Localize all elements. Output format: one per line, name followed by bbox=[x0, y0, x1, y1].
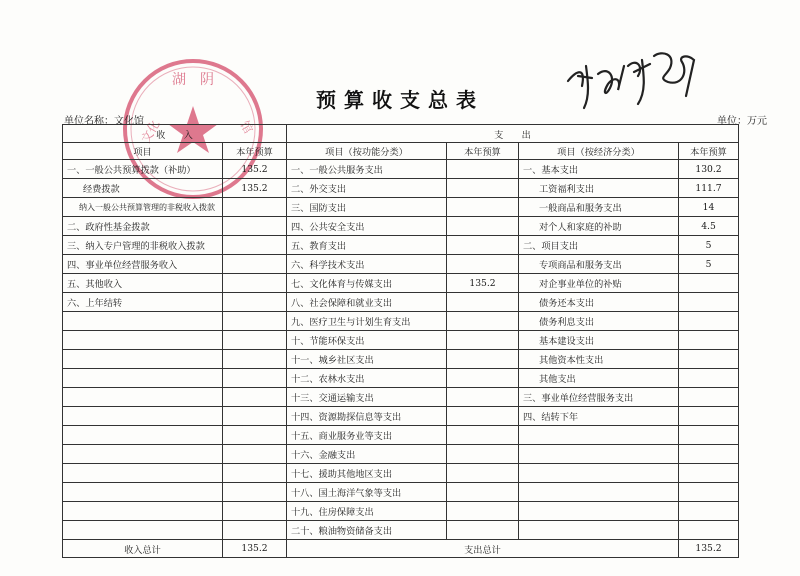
econ-budget-cell bbox=[679, 407, 739, 426]
econ-budget-cell: 5 bbox=[679, 236, 739, 255]
income-budget-cell bbox=[223, 255, 287, 274]
table-row bbox=[63, 331, 739, 350]
func-budget-cell bbox=[447, 426, 519, 445]
func-budget-cell bbox=[447, 464, 519, 483]
income-budget-cell bbox=[223, 293, 287, 312]
income-budget-cell bbox=[223, 274, 287, 293]
income-item-cell bbox=[63, 426, 223, 445]
expense-total-value: 135.2 bbox=[679, 540, 739, 558]
income-budget-cell bbox=[223, 407, 287, 426]
income-item-cell bbox=[63, 369, 223, 388]
func-item-cell: 十六、金融支出 bbox=[287, 445, 447, 464]
func-item-cell: 九、医疗卫生与计划生育支出 bbox=[287, 312, 447, 331]
econ-item-cell: 三、事业单位经营服务支出 bbox=[519, 388, 679, 407]
econ-item-header: 项目（按经济分类） bbox=[519, 143, 679, 160]
table-row bbox=[63, 388, 739, 407]
func-item-cell: 十五、商业服务业等支出 bbox=[287, 426, 447, 445]
table-body bbox=[63, 160, 739, 540]
table-row bbox=[63, 464, 739, 483]
func-item-cell: 四、公共安全支出 bbox=[287, 217, 447, 236]
func-budget-cell bbox=[447, 445, 519, 464]
econ-item-cell bbox=[519, 483, 679, 502]
func-budget-cell bbox=[447, 312, 519, 331]
func-item-cell: 二十、粮油物资储备支出 bbox=[287, 521, 447, 540]
func-budget-cell bbox=[447, 483, 519, 502]
table-row bbox=[63, 502, 739, 521]
income-budget-cell bbox=[223, 388, 287, 407]
econ-item-cell: 四、结转下年 bbox=[519, 407, 679, 426]
income-item-cell: 五、其他收入 bbox=[63, 274, 223, 293]
econ-budget-cell: 14 bbox=[679, 198, 739, 217]
econ-item-cell bbox=[519, 426, 679, 445]
econ-item-cell bbox=[519, 464, 679, 483]
econ-budget-cell: 111.7 bbox=[679, 179, 739, 198]
func-item-cell: 十四、资源勘探信息等支出 bbox=[287, 407, 447, 426]
func-budget-cell bbox=[447, 502, 519, 521]
func-item-cell: 八、社会保障和就业支出 bbox=[287, 293, 447, 312]
func-budget-cell bbox=[447, 388, 519, 407]
income-item-cell bbox=[63, 445, 223, 464]
expense-header: 支 出 bbox=[287, 125, 739, 143]
table-row bbox=[63, 217, 739, 236]
income-budget-cell: 135.2 bbox=[223, 179, 287, 198]
income-item-cell bbox=[63, 502, 223, 521]
totals-row bbox=[63, 540, 739, 558]
func-budget-cell bbox=[447, 521, 519, 540]
table-row bbox=[63, 179, 739, 198]
econ-item-cell bbox=[519, 445, 679, 464]
unit-label: 单位：万元 bbox=[717, 116, 767, 127]
income-budget-cell bbox=[223, 369, 287, 388]
income-budget-cell bbox=[223, 445, 287, 464]
func-budget-header: 本年预算 bbox=[447, 143, 519, 160]
income-header: 收 入 bbox=[63, 125, 287, 143]
page-title: 预算收支总表 bbox=[316, 88, 484, 112]
func-budget-cell bbox=[447, 369, 519, 388]
income-item-cell: 二、政府性基金拨款 bbox=[63, 217, 223, 236]
income-item-cell bbox=[63, 483, 223, 502]
table-row bbox=[63, 445, 739, 464]
func-item-header: 项目（按功能分类） bbox=[287, 143, 447, 160]
table-row bbox=[63, 274, 739, 293]
econ-budget-cell bbox=[679, 331, 739, 350]
svg-text:馆: 馆 bbox=[237, 118, 256, 136]
income-item-cell: 经费拨款 bbox=[63, 179, 223, 198]
func-item-cell: 十三、交通运输支出 bbox=[287, 388, 447, 407]
income-budget-cell bbox=[223, 483, 287, 502]
econ-item-cell: 债务利息支出 bbox=[519, 312, 679, 331]
econ-item-cell: 其他支出 bbox=[519, 369, 679, 388]
income-item-cell: 纳入一般公共预算管理的非税收入拨款 bbox=[63, 198, 223, 217]
econ-budget-cell: 4.5 bbox=[679, 217, 739, 236]
func-item-cell: 二、外交支出 bbox=[287, 179, 447, 198]
income-total-value: 135.2 bbox=[223, 540, 287, 558]
income-budget-cell bbox=[223, 198, 287, 217]
income-item-cell bbox=[63, 407, 223, 426]
income-budget-cell bbox=[223, 312, 287, 331]
econ-budget-cell bbox=[679, 388, 739, 407]
econ-item-cell: 债务还本支出 bbox=[519, 293, 679, 312]
income-budget-cell bbox=[223, 426, 287, 445]
income-item-cell: 四、事业单位经营服务收入 bbox=[63, 255, 223, 274]
table-row bbox=[63, 521, 739, 540]
func-item-cell: 十八、国土海洋气象等支出 bbox=[287, 483, 447, 502]
income-item-cell: 三、纳入专户管理的非税收入拨款 bbox=[63, 236, 223, 255]
econ-item-cell: 二、项目支出 bbox=[519, 236, 679, 255]
table-row bbox=[63, 236, 739, 255]
income-item-cell bbox=[63, 521, 223, 540]
econ-budget-cell bbox=[679, 445, 739, 464]
econ-budget-cell: 130.2 bbox=[679, 160, 739, 179]
table-row bbox=[63, 198, 739, 217]
econ-budget-cell bbox=[679, 502, 739, 521]
func-budget-cell bbox=[447, 198, 519, 217]
func-budget-cell: 135.2 bbox=[447, 274, 519, 293]
func-item-cell: 十九、住房保障支出 bbox=[287, 502, 447, 521]
income-total-label: 收入总计 bbox=[63, 540, 223, 558]
func-budget-cell bbox=[447, 293, 519, 312]
econ-item-cell: 对企事业单位的补贴 bbox=[519, 274, 679, 293]
income-budget-cell bbox=[223, 331, 287, 350]
income-budget-cell bbox=[223, 217, 287, 236]
income-budget-cell bbox=[223, 236, 287, 255]
func-budget-cell bbox=[447, 179, 519, 198]
func-budget-cell bbox=[447, 236, 519, 255]
income-item-header: 项目 bbox=[63, 143, 223, 160]
table-row bbox=[63, 312, 739, 331]
econ-item-cell bbox=[519, 521, 679, 540]
func-item-cell: 十、节能环保支出 bbox=[287, 331, 447, 350]
econ-item-cell: 基本建设支出 bbox=[519, 331, 679, 350]
func-budget-cell bbox=[447, 407, 519, 426]
table-row bbox=[63, 350, 739, 369]
svg-text:文化: 文化 bbox=[138, 117, 163, 146]
func-item-cell: 六、科学技术支出 bbox=[287, 255, 447, 274]
econ-item-cell: 对个人和家庭的补助 bbox=[519, 217, 679, 236]
table-row bbox=[63, 160, 739, 179]
income-budget-cell bbox=[223, 502, 287, 521]
income-item-cell bbox=[63, 350, 223, 369]
econ-budget-cell bbox=[679, 312, 739, 331]
table-row bbox=[63, 483, 739, 502]
income-budget-cell bbox=[223, 521, 287, 540]
econ-item-cell bbox=[519, 502, 679, 521]
econ-budget-cell bbox=[679, 350, 739, 369]
econ-item-cell: 一般商品和服务支出 bbox=[519, 198, 679, 217]
svg-text:湖 阴: 湖 阴 bbox=[172, 72, 214, 88]
econ-budget-cell bbox=[679, 293, 739, 312]
income-item-cell: 六、上年结转 bbox=[63, 293, 223, 312]
table-row bbox=[63, 426, 739, 445]
table-header-row bbox=[63, 143, 739, 160]
income-item-cell bbox=[63, 464, 223, 483]
income-budget-header: 本年预算 bbox=[223, 143, 287, 160]
func-budget-cell bbox=[447, 350, 519, 369]
table-header-row-group bbox=[63, 125, 739, 143]
income-item-cell: 一、一般公共预算拨款（补助） bbox=[63, 160, 223, 179]
econ-budget-header: 本年预算 bbox=[679, 143, 739, 160]
income-item-cell bbox=[63, 312, 223, 331]
func-item-cell: 五、教育支出 bbox=[287, 236, 447, 255]
econ-item-cell: 专项商品和服务支出 bbox=[519, 255, 679, 274]
func-budget-cell bbox=[447, 331, 519, 350]
table-row bbox=[63, 369, 739, 388]
income-budget-cell bbox=[223, 464, 287, 483]
econ-item-cell: 其他资本性支出 bbox=[519, 350, 679, 369]
econ-budget-cell: 5 bbox=[679, 255, 739, 274]
econ-item-cell: 一、基本支出 bbox=[519, 160, 679, 179]
unit-name: 单位名称：文化馆 bbox=[64, 116, 144, 127]
income-item-cell bbox=[63, 388, 223, 407]
econ-budget-cell bbox=[679, 464, 739, 483]
income-item-cell bbox=[63, 331, 223, 350]
table-row bbox=[63, 407, 739, 426]
func-budget-cell bbox=[447, 255, 519, 274]
econ-budget-cell bbox=[679, 426, 739, 445]
func-item-cell: 十一、城乡社区支出 bbox=[287, 350, 447, 369]
econ-item-cell: 工资福利支出 bbox=[519, 179, 679, 198]
income-budget-cell: 135.2 bbox=[223, 160, 287, 179]
econ-budget-cell bbox=[679, 483, 739, 502]
table-row bbox=[63, 293, 739, 312]
func-item-cell: 十七、援助其他地区支出 bbox=[287, 464, 447, 483]
econ-budget-cell bbox=[679, 274, 739, 293]
func-item-cell: 七、文化体育与传媒支出 bbox=[287, 274, 447, 293]
expense-total-label: 支出总计 bbox=[287, 540, 679, 558]
func-budget-cell bbox=[447, 217, 519, 236]
income-budget-cell bbox=[223, 350, 287, 369]
func-item-cell: 三、国防支出 bbox=[287, 198, 447, 217]
econ-budget-cell bbox=[679, 369, 739, 388]
table-row bbox=[63, 255, 739, 274]
func-budget-cell bbox=[447, 160, 519, 179]
budget-summary-table bbox=[62, 124, 739, 558]
func-item-cell: 十二、农林水支出 bbox=[287, 369, 447, 388]
func-item-cell: 一、一般公共服务支出 bbox=[287, 160, 447, 179]
econ-budget-cell bbox=[679, 521, 739, 540]
